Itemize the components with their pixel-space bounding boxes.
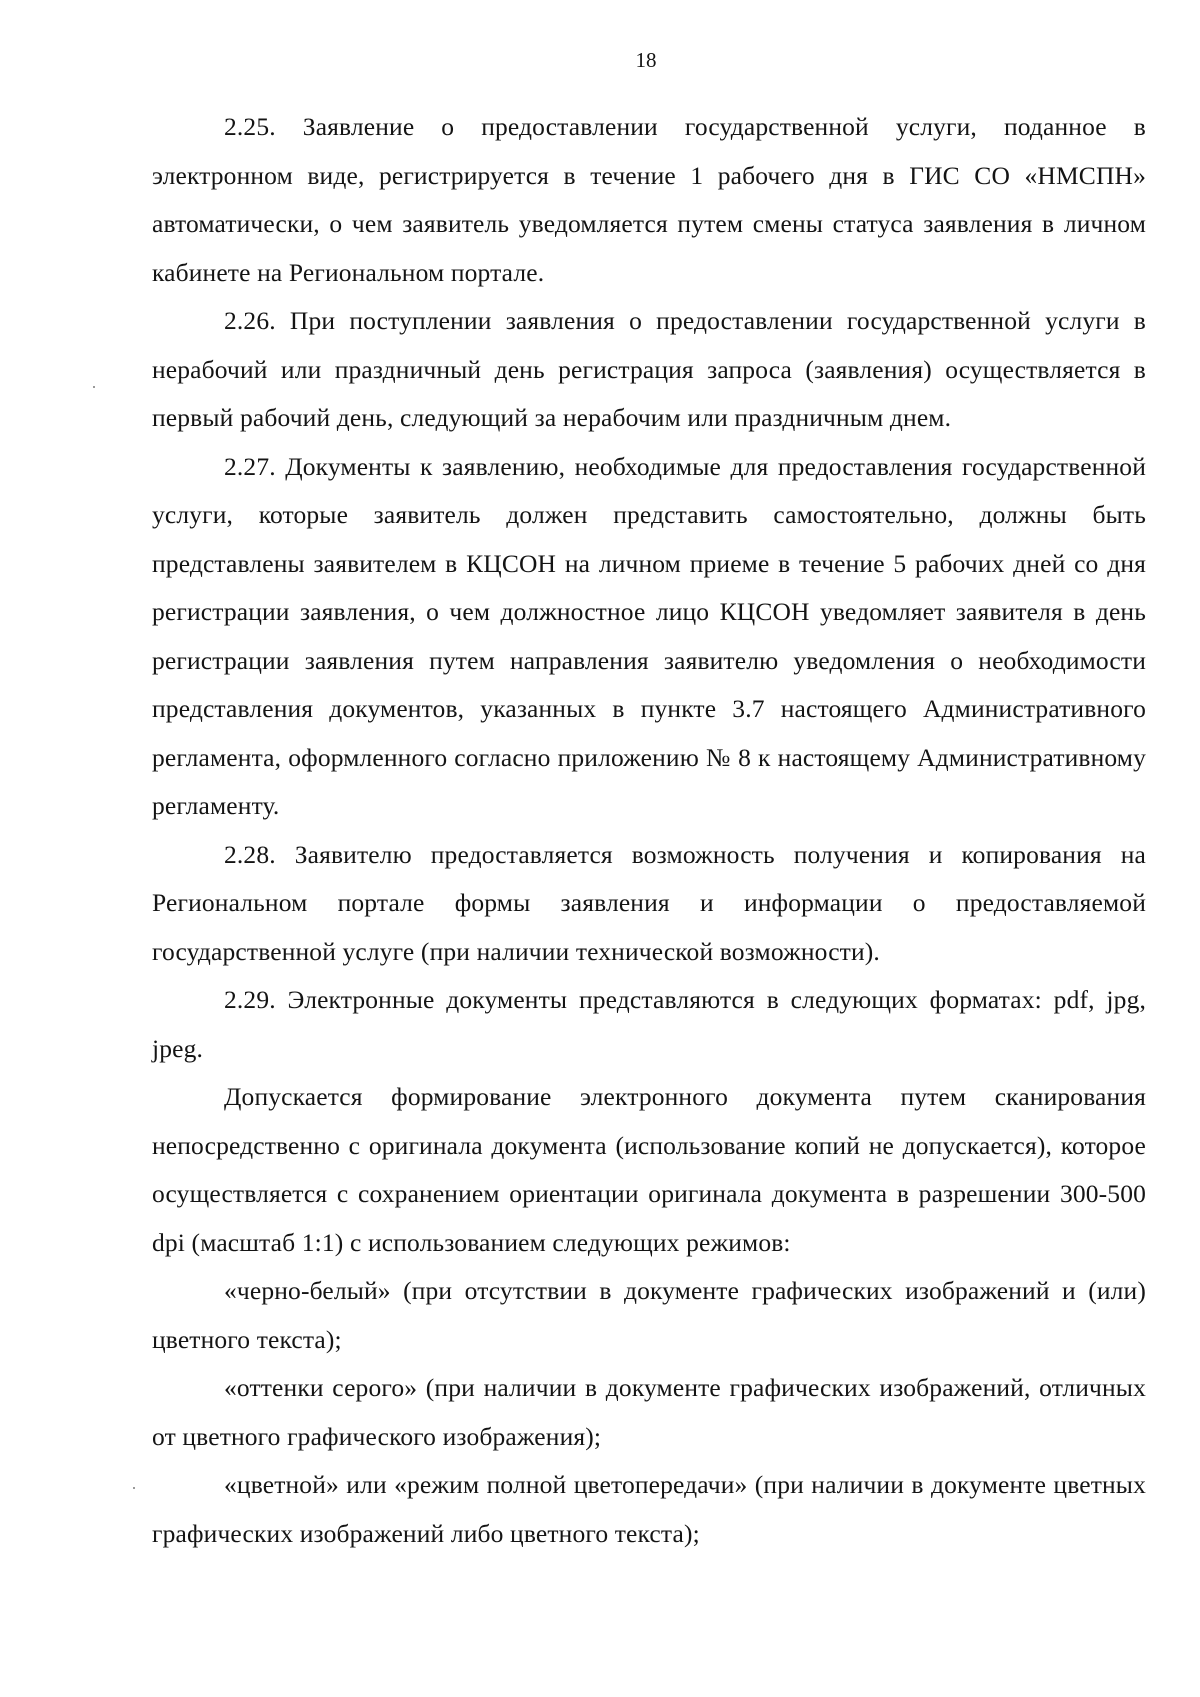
paragraph-2-29: 2.29. Электронные документы представляются в следующих форматах: pdf, jpg, jpeg. xyxy=(152,985,1146,1063)
document-body xyxy=(152,103,1146,1558)
paragraph-2-27: 2.27. Документы к заявлению, необходимые для предоставления государственной услуги, которые заявитель должен представить самостоятельно, должны быть представлены заявителем в КЦСОН на личном приеме в течение 5 рабочих дней со дня регистрации заявления, о чем должностное лицо КЦСОН уведомляет заявителя в день регистрации заявления путем направления заявителю уведомления о необходимости представления документов, указанных в пункте 3.7 настоящего Административного регламента, оформленного согласно приложению № 8 к настоящему Административному регламенту. xyxy=(152,451,1146,820)
paragraph-scanning-rules: Допускается формирование электронного документа путем сканирования непосредственно с оригинала документа (использование копий не допускается), которое осуществляется с сохранением ориентации оригинала документа в разрешении 300-500 dpi (масштаб 1:1) с использованием следующих режимов: xyxy=(152,1082,1146,1257)
paragraph-mode-black-white: «черно-белый» (при отсутствии в документе графических изображений и (или) цветного текста); xyxy=(152,1276,1146,1354)
scan-speck xyxy=(133,1487,135,1489)
paragraph-mode-grayscale: «оттенки серого» (при наличии в документе графических изображений, отличных от цветного графического изображения); xyxy=(152,1373,1146,1451)
paragraph-2-26: 2.26. При поступлении заявления о предоставлении государственной услуги в нерабочий или праздничный день регистрация запроса (заявления) осуществляется в первый рабочий день, следующий за нерабочим или праздничным днем. xyxy=(152,306,1146,432)
paragraph-2-28: 2.28. Заявителю предоставляется возможность получения и копирования на Региональном портале формы заявления и информации о предоставляемой государственной услуге (при наличии технической возможности). xyxy=(152,839,1146,966)
paragraph-2-25: 2.25. Заявление о предоставлении государственной услуги, поданное в электронном виде, регистрируется в течение 1 рабочего дня в ГИС СО «НМСПН» автоматически, о чем заявитель уведомляется путем смены статуса заявления в личном кабинете на Региональном портале. xyxy=(152,112,1146,287)
scan-speck xyxy=(93,386,95,388)
page-number: 18 xyxy=(635,48,657,72)
paragraph-mode-color: «цветной» или «режим полной цветопередачи» (при наличии в документе цветных графических изображений либо цветного текста); xyxy=(152,1470,1146,1548)
